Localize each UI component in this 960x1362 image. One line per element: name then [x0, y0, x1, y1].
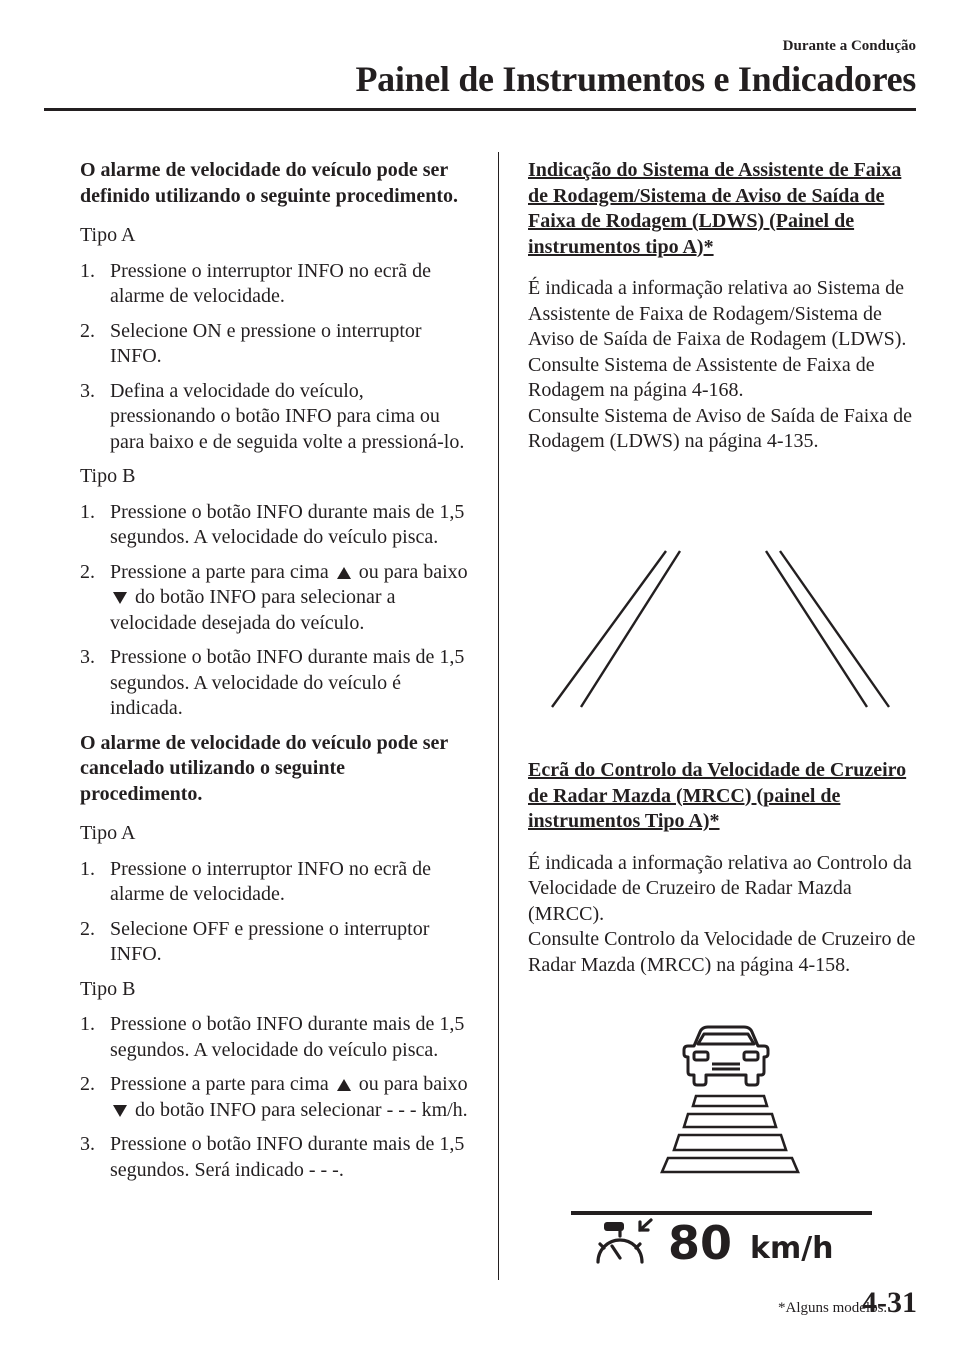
up-arrow-icon — [337, 1079, 351, 1091]
list-item: 3. Pressione o botão INFO durante mais de 1,5 segundos. A velocidade do veículo é indicada. — [80, 646, 465, 719]
column-divider — [498, 152, 499, 1280]
vehicle-ahead-icon — [676, 1024, 776, 1088]
speed-value: 80 — [668, 1216, 733, 1270]
header-rule — [44, 108, 916, 111]
display-rule — [571, 1211, 872, 1215]
list-item: 2. Pressione a parte para cima ou para baixo do botão INFO para selecionar a velocidade desejada do veículo. — [80, 560, 468, 634]
list-item: 1. Pressione o botão INFO durante mais de 1,5 segundos. A velocidade do veículo pisca. — [80, 1013, 465, 1061]
up-arrow-icon — [337, 567, 351, 579]
list-item: 2. Pressione a parte para cima ou para baixo do botão INFO para selecionar - - - km/h. — [80, 1073, 468, 1121]
lane-assist-para: Consulte Sistema de Assistente de Faixa de Rodagem na página 4-168. — [528, 353, 875, 401]
down-arrow-icon — [113, 1105, 127, 1117]
list-item: 2. Selecione OFF e pressione o interruptor INFO. — [80, 917, 430, 965]
list-item: 1. Pressione o interruptor INFO no ecrã de alarme de velocidade. — [80, 857, 432, 905]
mrcc-section — [528, 758, 918, 978]
lane-assist-heading: Indicação do Sistema de Assistente de Faixa de Rodagem/Sistema de Aviso de Saída de Faixa de Rodagem (LDWS) (Painel de instrumentos tipo A)* — [528, 159, 902, 258]
speed-unit: km/h — [750, 1231, 834, 1266]
list-item: 1. Pressione o interruptor INFO no ecrã de alarme de velocidade. — [80, 259, 432, 307]
cancel-type-b-steps — [80, 1012, 470, 1183]
lane-assist-para: É indicada a informação relativa ao Sistema de Assistente de Faixa de Rodagem/Sistema de Aviso de Saída de Faixa de Rodagem (LDWS). — [528, 277, 907, 350]
set-type-b-steps — [80, 500, 470, 722]
mrcc-heading: Ecrã do Controlo da Velocidade de Cruzeiro de Radar Mazda (MRCC) (painel de instrumentos Tipo A)* — [528, 759, 907, 832]
mrcc-para: Consulte Controlo da Velocidade de Cruzeiro de Radar Mazda (MRCC) na página 4-158. — [528, 928, 916, 976]
list-item: 3. Defina a velocidade do veículo, pressionando o botão INFO para cima ou para baixo e de seguida volte a pressioná-lo. — [80, 379, 465, 453]
page-title: Painel de Instrumentos e Indicadores — [355, 59, 916, 99]
left-column — [80, 158, 470, 1192]
distance-bars-icon — [652, 1092, 808, 1174]
page-number: 4-31 — [862, 1286, 917, 1319]
list-item: 2. Selecione ON e pressione o interruptor INFO. — [80, 319, 422, 367]
footnote: *Alguns modelos. — [778, 1300, 888, 1316]
cancel-alarm-intro: O alarme de velocidade do veículo pode ser cancelado utilizando o seguinte procedimento. — [80, 731, 448, 805]
set-alarm-intro: O alarme de velocidade do veículo pode ser definido utilizando o seguinte procedimento. — [80, 159, 458, 207]
mrcc-para: É indicada a informação relativa ao Controlo da Velocidade de Cruzeiro de Radar Mazda (MRCC). — [528, 851, 912, 925]
lane-assist-para: Consulte Sistema de Aviso de Saída de Faixa de Rodagem (LDWS) na página 4-135. — [528, 404, 913, 452]
list-item: 3. Pressione o botão INFO durante mais de 1,5 segundos. Será indicado - - -. — [80, 1133, 465, 1181]
radar-cruise-icon — [590, 1218, 656, 1268]
right-column — [528, 158, 918, 455]
set-type-a-steps — [80, 259, 470, 456]
section-label: Durante a Condução — [782, 38, 916, 54]
lane-lines-icon — [540, 545, 900, 715]
cancel-type-a-steps — [80, 857, 470, 968]
type-a-label: Tipo A — [80, 224, 136, 246]
type-b-label: Tipo B — [80, 465, 136, 487]
type-a-label: Tipo A — [80, 822, 136, 844]
down-arrow-icon — [113, 592, 127, 604]
list-item: 1. Pressione o botão INFO durante mais de 1,5 segundos. A velocidade do veículo pisca. — [80, 500, 465, 548]
type-b-label: Tipo B — [80, 977, 136, 1000]
